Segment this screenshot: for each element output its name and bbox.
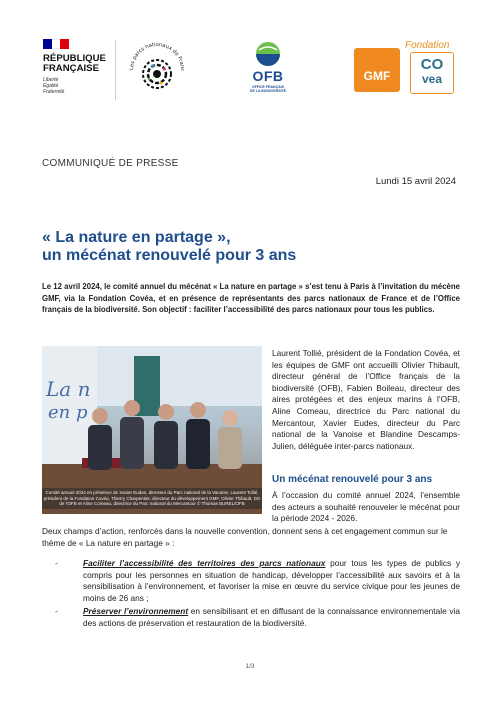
- page-title: « La nature en partage », un mécénat renouvelé pour 3 ans: [42, 229, 297, 264]
- svg-text:La n: La n: [46, 377, 91, 401]
- logo-separator: [115, 40, 116, 100]
- page-number: 1/3: [245, 663, 255, 670]
- republique-francaise-flag-icon: [43, 39, 69, 49]
- bullet-text: pour tous les types de publics y compris pour les personnes en situation de handicap, développer l’accessibilité aux savoirs et à la sensibilisation à l’environnement, et favoriser la mise en œuvre du service civique pour les jeunes de moins de 26 ans ;: [83, 558, 460, 603]
- attendees-paragraph: Laurent Tollié, président de la Fondation Covéa, et les équipes de GMF ont accueilli Olivier Thibault, directeur général de l’Office français de la biodiversité (OFB), Fabien Boileau, directeur des aires protégées et des enjeux marins à l’OFB, Aline Comeau, directrice du Parc national du Mercantour, Xavier Eudes, directeur du Parc national de la Vanoise et Blandine Descamps-Julien, déléguée inter-parcs nationaux.: [272, 348, 460, 451]
- bullet-emphasis: Préserver l’environnement: [83, 606, 189, 616]
- fondation-label: Fondation: [405, 40, 450, 51]
- section-heading: Un mécénat renouvelé pour 3 ans: [272, 474, 433, 485]
- list-item: [55, 606, 460, 629]
- svg-text:en p: en p: [48, 402, 88, 423]
- lead-paragraph: Le 12 avril 2024, le comité annuel du mécénat « La nature en partage » s’est tenu à Paris à l’invitation du mécène GMF, via la Fondation Covéa, et en présence de représentants des parcs nationaux de France et de l’Office français de la biodiversité. Son objectif : faciliter l’accessibilité des parcs nationaux pour tous les publics.: [42, 282, 460, 315]
- actions-intro-paragraph: Deux champs d’action, renforcés dans la nouvelle convention, donnent sens à cet engagement commun sur le thème de « La nature en partage » :: [42, 526, 448, 548]
- parcs-logo-text: Les parcs nationaux de Franc: [128, 41, 186, 72]
- republique-francaise-logo: RÉPUBLIQUE FRANÇAISE: [43, 53, 106, 74]
- bullet-text: en sensibilisant et en diffusant de la connaissance environnementale via des actions de préservation et restauration de la biodiversité.: [83, 606, 460, 628]
- ofb-subtitle: OFFICE FRANÇAIS DE LA BIODIVERSITÉ: [249, 85, 287, 93]
- press-release-label: COMMUNIQUÉ DE PRESSE: [42, 158, 179, 169]
- list-item: [55, 558, 460, 604]
- republique-motto: Liberté Égalité Fraternité: [43, 77, 65, 95]
- ofb-name: OFB: [252, 68, 284, 84]
- photo-caption: Comité annuel 2024 en présence de Xavier Eudes, directeur du Parc national de la Vanoise, Laurent Tollié, président de la Fondation Covéa, Thierry Charpentier, directeur du développement GMF, Olivier Thibault, DG de l'OFB et Aline Comeau, directrice du Parc national du Mercantour © Thomas BUREL/OFB: [42, 488, 262, 509]
- bullet-emphasis: Faciliter l’accessibilité des territoires des parcs nationaux: [83, 558, 326, 568]
- gmf-name: GMF: [363, 69, 391, 83]
- parcs-nationaux-logo: [123, 36, 191, 104]
- renewal-paragraph: À l’occasion du comité annuel 2024, l’ensemble des acteurs a souhaité renouveler le mécénat pour la période 2024 - 2026.: [272, 490, 460, 524]
- bullet-dash: -: [55, 606, 58, 616]
- covea-name: CO vea: [420, 56, 444, 86]
- bullet-dash: -: [55, 558, 58, 568]
- release-date: Lundi 15 avril 2024: [375, 176, 456, 187]
